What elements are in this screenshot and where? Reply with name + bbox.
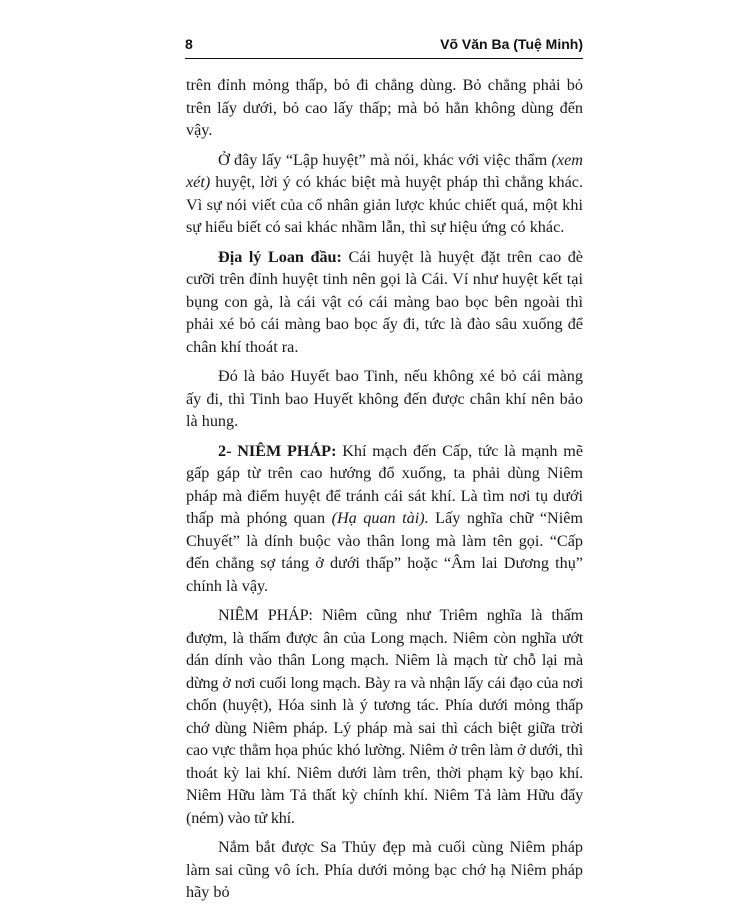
paragraph-text: Nắm bắt được Sa Thủy đẹp mà cuối cùng Niêm pháp làm sai cũng vô ích. Phía dưới mỏng bạc chớ hạ Niêm pháp hãy bỏ — [186, 838, 583, 901]
paragraph-text: Lấy nghĩa chữ “Niêm Chuyết” là dính buộc vào thân long mà làm tên gọi. “Cấp đến chẳng sợ táng ở dưới thấp” hoặc “Âm lai Dương thụ” chính là vậy. — [186, 509, 583, 595]
paragraph-text: Ở đây lấy “Lập huyệt” mà nói, khác với việc thẩm — [218, 150, 552, 169]
paragraph-text: trên đỉnh mỏng thấp, bỏ đi chẳng dùng. Bỏ chẳng phải bỏ trên lấy dưới, bỏ cao lấy thấp; mà bỏ hẳn không dùng đến vậy. — [186, 76, 583, 139]
italic-note: (xem xét) — [186, 150, 583, 191]
body-text — [186, 74, 583, 911]
paragraph — [186, 365, 583, 433]
running-header — [185, 30, 583, 59]
paragraph-text: Cái huyệt là huyệt đặt trên cao đè cưỡi trên đỉnh huyệt tinh nên gọi là Cái. Ví như huyệt kết tại bụng con gà, là cái vật có cái màng bao bọc bên ngoài thì phải xé bỏ cái màng bao bọc ấy đi, tức là đào sâu xuống để chân khí thoát ra. — [186, 247, 583, 356]
paragraph — [186, 604, 583, 829]
paragraph — [186, 74, 583, 142]
paragraph-text: NIÊM PHÁP: Niêm cũng như Triêm nghĩa là thấm đượm, là thấm được ân của Long mạch. Niêm còn nghĩa ướt dán dính vào thân Long mạch. Niêm là mạch từ chỗ lại mà dừng ở nơi cuối long mạch. Bày ra và nhận lấy cái đạo của nơi chốn (huyệt), Hóa sinh là ý tương tác. Phía dưới mỏng thấp chớ dùng Niêm pháp. Lý pháp mà sai thì cách biệt giữa trời cao vực thẳm họa phúc khó lường. Niêm ở trên làm ở dưới, thì thoát kỳ lai khí. Niêm dưới làm trên, thời phạm kỳ bạo khí. Niêm Hữu làm Tả thất kỳ chính khí. Niêm Tả làm Hữu đẩy (ném) vào tử khí. — [186, 606, 583, 827]
section-heading: 2- NIÊM PHÁP: — [218, 441, 337, 460]
paragraph-text: Khí mạch đến Cấp, tức là mạnh mẽ gấp gáp từ trên cao hướng đổ xuống, ta phải dùng Niêm pháp mà điểm huyệt để tránh cái sát khí. Là tìm nơi tụ dưới thấp mà phóng quan — [186, 441, 584, 527]
paragraph — [186, 149, 583, 239]
paragraph-text: Đó là bảo Huyết bao Tinh, nếu không xé bỏ cái màng ấy đi, thì Tinh bao Huyết không đến được chân khí nên bảo là hung. — [186, 367, 583, 430]
paragraph-text: huyệt, lời ý có khác biệt mà huyệt pháp thì chẳng khác. Vì sự nói viết của cổ nhân giản lược khúc chiết quá, một khi sự hiểu biết có sai khác nhầm lẫn, thì sự hiệu ứng có khác. — [186, 173, 583, 236]
author-header: Võ Văn Ba (Tuệ Minh) — [440, 36, 583, 52]
paragraph — [186, 836, 583, 904]
bold-term: Địa lý Loan đầu: — [218, 247, 342, 266]
page-number: 8 — [185, 36, 193, 52]
italic-note: (Hạ quan tài). — [331, 509, 429, 527]
paragraph — [186, 440, 583, 598]
paragraph — [186, 246, 583, 359]
